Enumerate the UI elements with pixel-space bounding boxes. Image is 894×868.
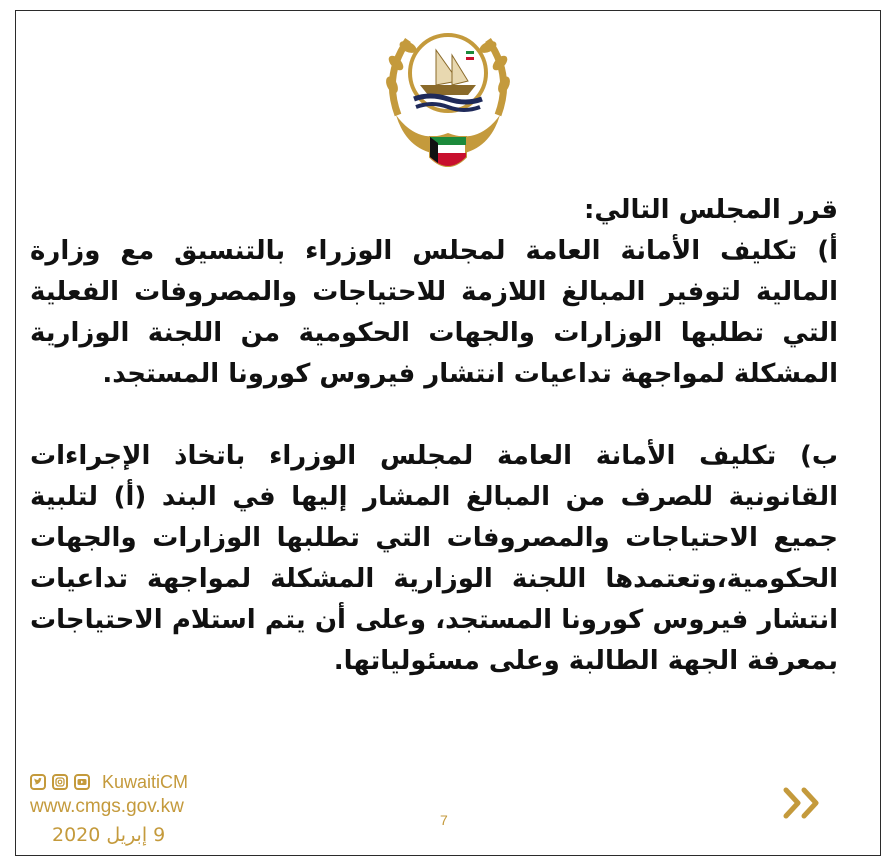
- social-handle[interactable]: KuwaitiCM: [102, 771, 189, 792]
- document-date: 9 إبريل 2020: [52, 824, 166, 846]
- page-number: 7: [440, 812, 448, 828]
- decision-heading: قرر المجلس التالي:: [584, 195, 838, 225]
- decision-text: [30, 190, 838, 682]
- paragraph-a: أ) تكليف الأمانة العامة لمجلس الوزراء بالتنسيق مع وزارة المالية لتوفير المبالغ اللازمة للاحتياجات والمصروفات الفعلية التي تطلبها الوزارات والجهات الحكومية من اللجنة الوزارية المشكلة لمواجهة تداعيات انتشار فيروس كورونا المستجد.: [30, 236, 838, 389]
- paragraph-b: ب) تكليف الأمانة العامة لمجلس الوزراء باتخاذ الإجراءات القانونية للصرف من المبالغ المشار إليها في البند (أ) لتلبية جميع الاحتياجات والمصروفات التي تطلبها الوزارات والجهات الحكومية،وتعتمدها اللجنة الوزارية المشكلة لمواجهة تداعيات انتشار فيروس كورونا المستجد، وعلى أن يتم استلام الاحتياجات بمعرفة الجهة الطالبة وعلى مسئولياتها.: [30, 441, 838, 676]
- instagram-icon[interactable]: [52, 774, 68, 790]
- paragraph-spacer: [30, 395, 838, 436]
- website-link[interactable]: www.cmgs.gov.kw: [30, 796, 184, 817]
- youtube-icon[interactable]: [74, 774, 90, 790]
- footer-contact: [30, 770, 220, 846]
- social-row: [30, 770, 220, 794]
- next-chevrons-icon[interactable]: [782, 786, 824, 820]
- kuwait-council-of-ministers-emblem: [378, 15, 518, 177]
- twitter-icon[interactable]: [30, 774, 46, 790]
